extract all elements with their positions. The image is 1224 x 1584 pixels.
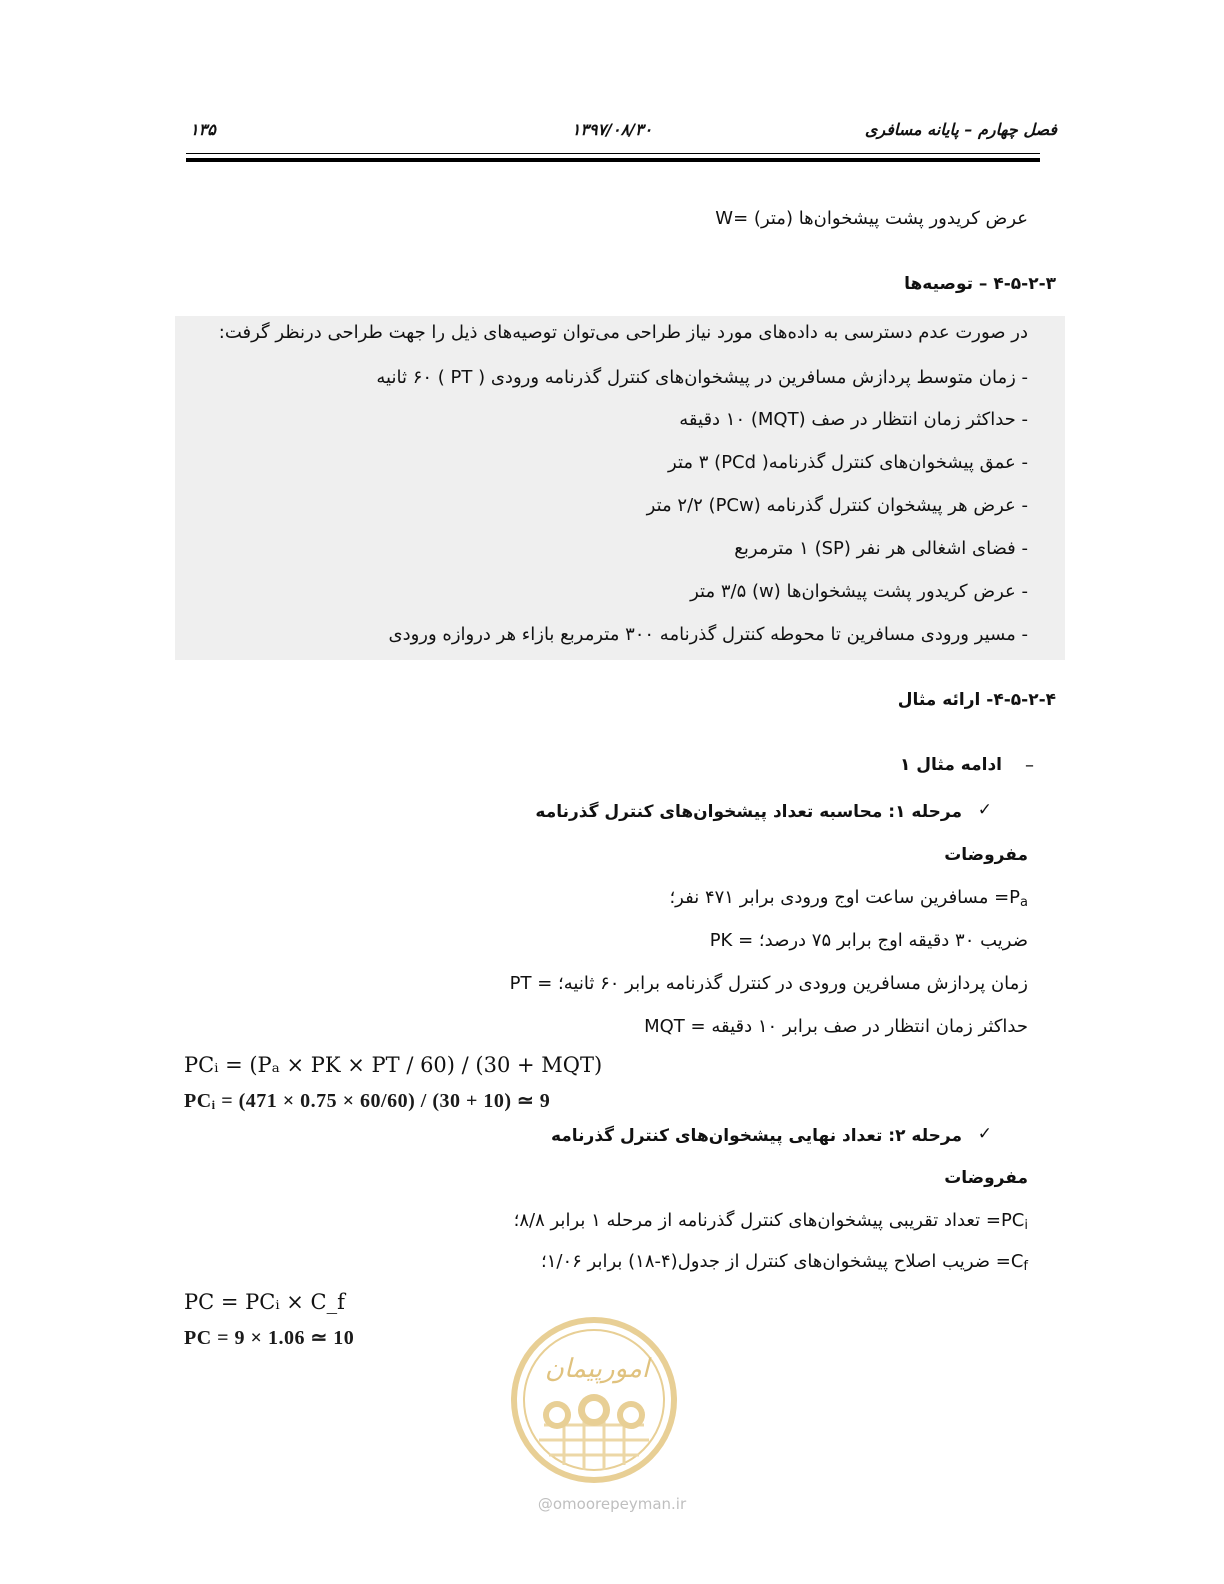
stage2-assumption: $C_f=$ ضریب اصلاح پیشخوان‌های کنترل از جدول(۴-۱۸) برابر ۱/۰۶؛	[540, 1251, 1028, 1274]
check-icon: ✓	[977, 1124, 992, 1144]
symbol-mqt: MQT	[644, 1016, 685, 1037]
recommendation-item: - عمق پیشخوان‌های کنترل گذرنامه( PCd) ۳ متر	[668, 452, 1028, 473]
stage2-assumption: $PC_i=$ تعداد تقریبی پیشخوان‌های کنترل گذرنامه از مرحله ۱ برابر ۸/۸؛	[513, 1210, 1028, 1233]
stage1-assumption: $P_a=$ مسافرین ساعت اوج ورودی برابر ۴۷۱ نفر؛	[669, 887, 1028, 910]
stage1-formula: PCᵢ = (Pₐ × PK × PT / 60) / (30 + MQT)	[184, 1053, 603, 1077]
symbol-pk: PK	[709, 930, 733, 951]
symbol-cf: $C_f$	[1010, 1251, 1028, 1274]
watermark-seal-icon	[509, 1315, 679, 1485]
watermark-logo-text: امورپیمان	[544, 1354, 650, 1384]
w-definition	[715, 208, 1028, 229]
w-symbol: W	[715, 208, 734, 229]
stage1-assumptions-label: مفروضات	[944, 845, 1028, 865]
recommendation-item: - عرض هر پیشخوان کنترل گذرنامه (PCw) ۲/۲ متر	[646, 495, 1028, 516]
page-date: ۱۳۹۷/۰۸/۳۰	[571, 120, 653, 139]
stage2-formula-result: PC = 9 × 1.06 ≃ 10	[184, 1327, 355, 1349]
check-icon: ✓	[977, 800, 992, 820]
chapter-title: فصل چهارم – پایانه مسافری	[864, 120, 1057, 139]
stage1-assumption: PK = ضریب ۳۰ دقیقه اوج برابر ۷۵ درصد؛	[709, 930, 1028, 951]
header-rule-thin	[186, 153, 1040, 154]
stage1-title: مرحله ۱: محاسبه تعداد پیشخوان‌های کنترل گذرنامه	[535, 802, 962, 822]
recommendation-item: - فضای اشغالی هر نفر (SP) ۱ مترمربع	[734, 538, 1028, 559]
example-continuation: ادامه مثال ۱	[899, 755, 1002, 775]
recommendation-item: - عرض کریدور پشت پیشخوان‌ها (w) ۳/۵ متر	[690, 581, 1028, 602]
symbol-pa: $P_a$	[1009, 887, 1028, 910]
w-text: = عرض کریدور پشت پیشخوان‌ها (متر)	[733, 208, 1028, 229]
stage1-assumption: PT = زمان پردازش مسافرین ورودی در کنترل گذرنامه برابر ۶۰ ثانیه؛	[509, 973, 1028, 994]
stage2-formula: PC = PCᵢ × C_f	[184, 1290, 345, 1314]
symbol-pt: PT	[509, 973, 532, 994]
dash-bullet: –	[1025, 755, 1034, 776]
page-number: ۱۳۵	[190, 120, 216, 139]
recommendation-item: - زمان متوسط پردازش مسافرین در پیشخوان‌های کنترل گذرنامه ورودی ( PT ) ۶۰ ثانیه	[376, 367, 1028, 388]
recommendations-intro: در صورت عدم دسترسی به داده‌های مورد نیاز طراحی می‌توان توصیه‌های ذیل را جهت طراحی درنظر گرفت:	[218, 322, 1028, 343]
stage2-title: مرحله ۲: تعداد نهایی پیشخوان‌های کنترل گذرنامه	[550, 1126, 962, 1146]
section-example-title: ۴-۵-۲-۴- ارائه مثال	[897, 690, 1056, 710]
symbol-pci: $PC_i$	[1000, 1210, 1028, 1233]
recommendation-item: - حداکثر زمان انتظار در صف (MQT) ۱۰ دقیقه	[679, 409, 1028, 430]
stage2-assumptions-label: مفروضات	[944, 1168, 1028, 1188]
watermark-site: @omoorepeyman.ir	[537, 1495, 687, 1513]
stage1-assumption: MQT = حداکثر زمان انتظار در صف برابر ۱۰ دقیقه	[644, 1016, 1028, 1037]
stage1-formula-result: PCᵢ = (471 × 0.75 × 60/60) / (30 + 10) ≃ 9	[184, 1090, 551, 1112]
header-rule-thick	[186, 158, 1040, 162]
section-recommendations-title: ۴-۵-۲-۳ – توصیه‌ها	[904, 274, 1056, 294]
recommendation-item: - مسیر ورودی مسافرین تا محوطه کنترل گذرنامه ۳۰۰ مترمربع بازاء هر دروازه ورودی	[388, 624, 1028, 645]
